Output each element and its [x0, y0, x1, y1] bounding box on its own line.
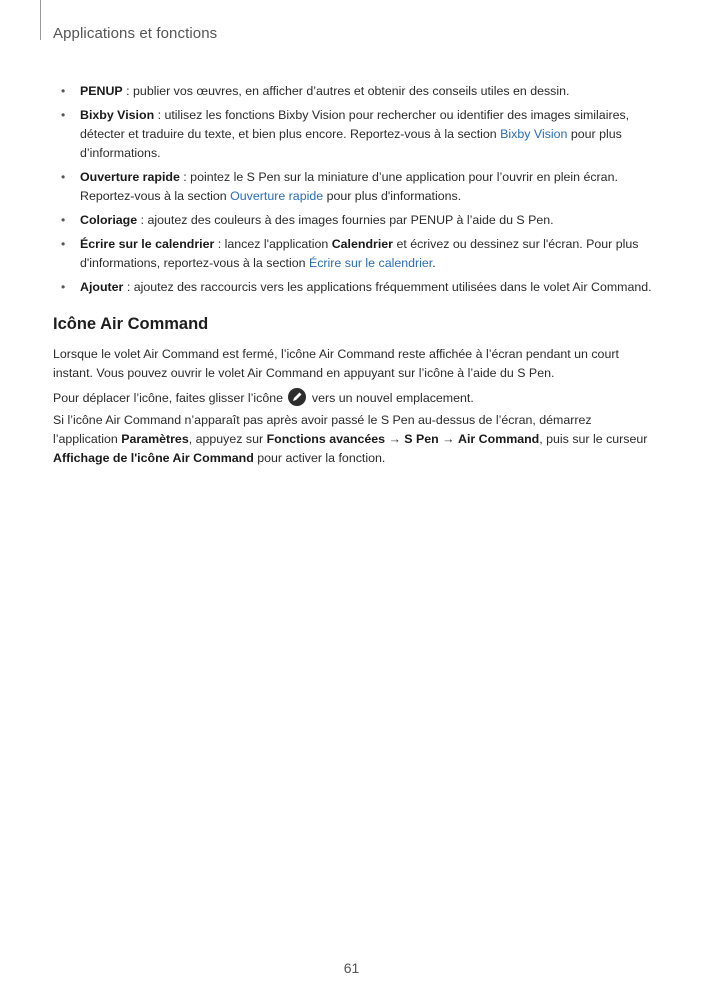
term: PENUP — [80, 84, 123, 98]
air-command-label: Air Command — [458, 432, 540, 446]
description-mid: et écrivez ou dessinez sur l'écran. Pour plus d'informations, reportez-vous à la section — [80, 237, 639, 270]
description: : pointez le S Pen sur la miniature d’une application pour l’ouvrir en plein écran. Reportez-vous à la section — [80, 170, 618, 203]
description: : lancez l'application — [214, 237, 332, 251]
bullet-dot-icon: • — [61, 213, 66, 227]
link-bixby-vision[interactable]: Bixby Vision — [500, 127, 568, 141]
show-icon-switch-label: Affichage de l'icône Air Command — [53, 451, 254, 465]
list-item-coloriage — [53, 211, 653, 230]
term: Coloriage — [80, 213, 138, 227]
bullet-dot-icon: • — [61, 237, 66, 251]
list-item-penup — [53, 82, 653, 101]
text: pour activer la fonction. — [253, 451, 386, 465]
description: : ajoutez des couleurs à des images fournies par PENUP à l’aide du S Pen. — [137, 213, 554, 227]
section-heading: Icône Air Command — [53, 315, 209, 333]
description: : utilisez les fonctions Bixby Vision pour rechercher ou identifier des images similaires, détecter et traduire du texte, et bien plus encore. Reportez-vous à la section — [80, 108, 630, 141]
text: , puis sur le curseur — [539, 432, 648, 446]
text: Si l’icône Air Command n’apparaît pas après avoir passé le S Pen au-dessus de l’écran, démarrez l’application — [53, 413, 592, 446]
description-end: pour plus d’informations. — [80, 127, 622, 160]
paragraph-move-icon — [53, 388, 653, 408]
settings-label: Paramètres — [121, 432, 189, 446]
bullet-dot-icon: • — [61, 84, 66, 98]
arrow-text: → — [438, 432, 459, 446]
bullet-dot-icon: • — [61, 280, 66, 294]
text-after-icon: vers un nouvel emplacement. — [308, 391, 474, 405]
text: , appuyez sur — [188, 432, 267, 446]
list-item-ouverture-rapide — [53, 168, 653, 206]
s-pen-label: S Pen — [404, 432, 439, 446]
link-ecrire-calendrier[interactable]: Écrire sur le calendrier — [308, 256, 433, 270]
paragraph-intro: Lorsque le volet Air Command est fermé, l’icône Air Command reste affichée à l’écran pendant un court instant. Vous pouvez ouvrir le volet Air Command en appuyant sur l’icône à l’aide du S Pen. — [53, 347, 619, 380]
description-end: pour plus d'informations. — [323, 189, 462, 203]
link-ouverture-rapide[interactable]: Ouverture rapide — [230, 189, 324, 203]
list-item-bixby-vision — [53, 106, 653, 163]
arrow-text: → — [385, 432, 405, 446]
bullet-dot-icon: • — [61, 170, 66, 184]
app-name: Calendrier — [331, 237, 393, 251]
feature-list — [53, 82, 653, 302]
list-item-ajouter — [53, 278, 653, 297]
paragraph-troubleshoot — [53, 411, 653, 468]
pen-circle-icon — [288, 388, 306, 406]
list-item-ecrire-calendrier — [53, 235, 653, 273]
description-end: . — [432, 256, 436, 270]
page-number: 61 — [343, 960, 360, 976]
term: Écrire sur le calendrier — [80, 237, 215, 251]
text-before-icon: Pour déplacer l’icône, faites glisser l’icône — [53, 391, 287, 405]
advanced-features-label: Fonctions avancées — [266, 432, 386, 446]
description: : ajoutez des raccourcis vers les applications fréquemment utilisées dans le volet Air Command. — [123, 280, 652, 294]
term: Ouverture rapide — [80, 170, 180, 184]
description: : publier vos œuvres, en afficher d’autres et obtenir des conseils utiles en dessin. — [122, 84, 570, 98]
margin-rule — [40, 0, 41, 40]
term: Bixby Vision — [80, 108, 155, 122]
term: Ajouter — [80, 280, 124, 294]
bullet-dot-icon: • — [61, 108, 66, 122]
page-header-title: Applications et fonctions — [53, 25, 218, 42]
